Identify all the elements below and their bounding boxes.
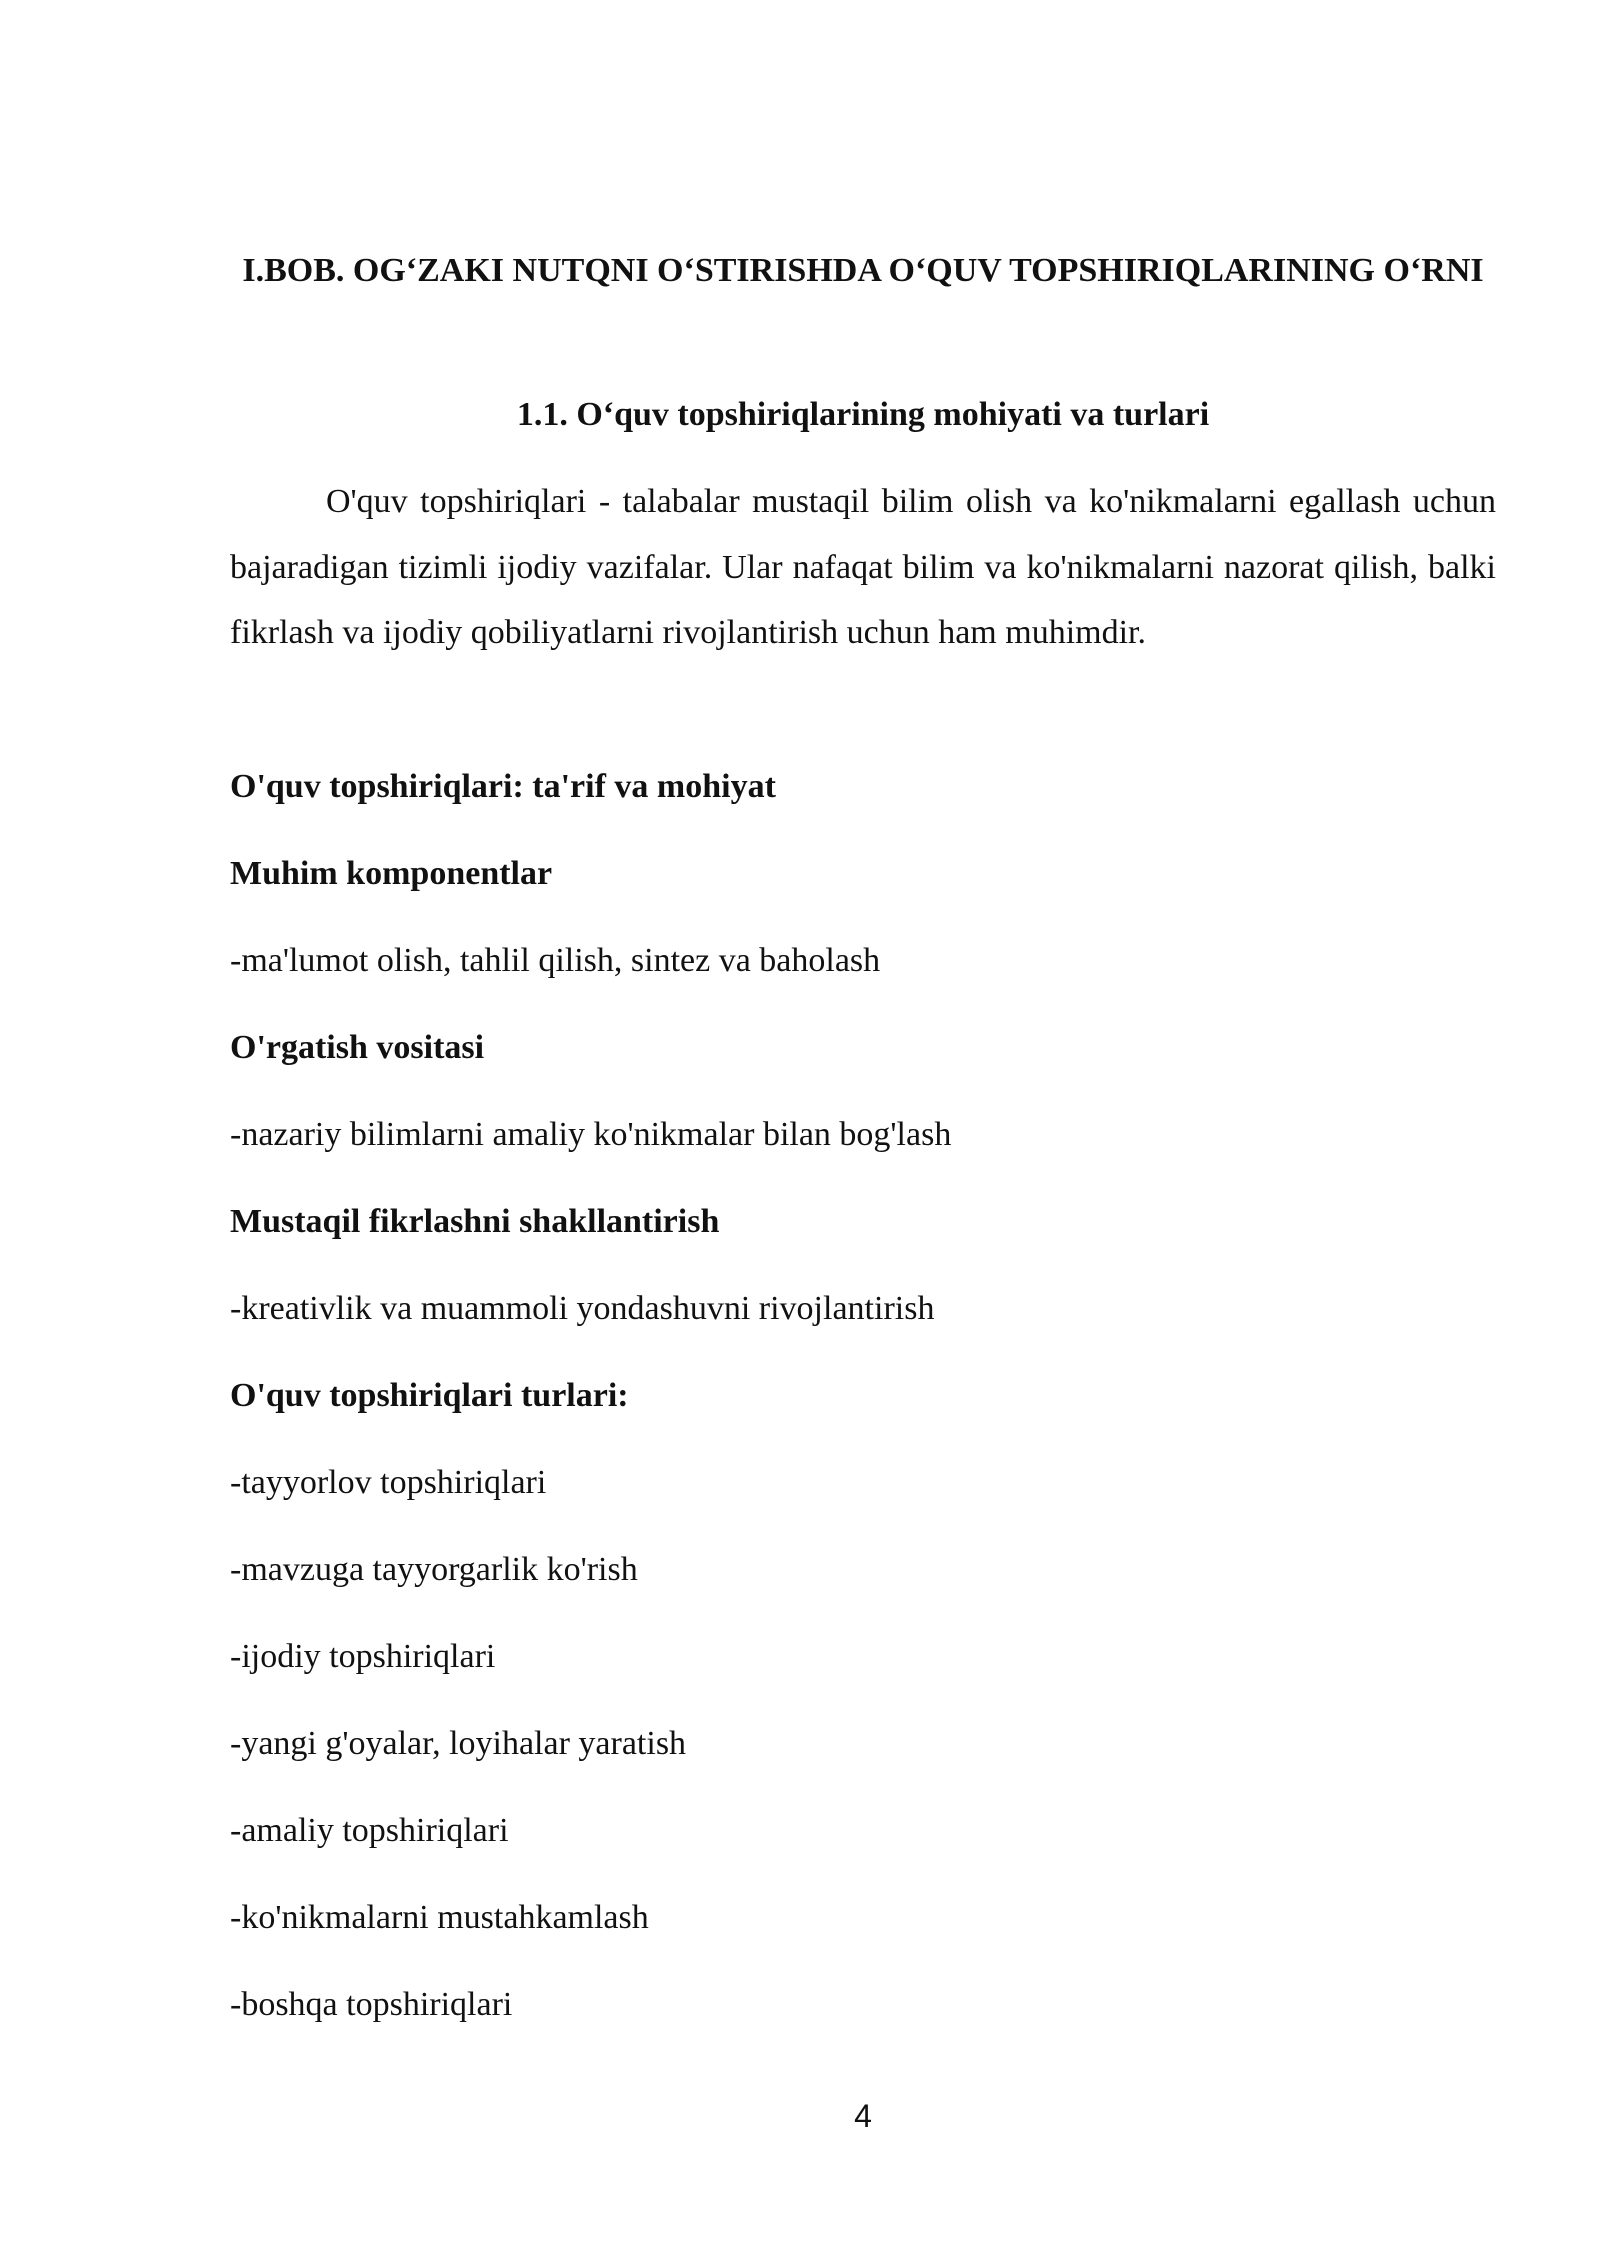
chapter-title: I.BOB. OG‘ZAKI NUTQNI O‘STIRISHDA O‘QUV TOPSHIRIQLARINING O‘RNI — [242, 252, 1484, 289]
content-line-7: -kreativlik va muammoli yondashuvni rivojlantirish — [230, 1290, 935, 1327]
content-line-6: Mustaqil fikrlashni shakllantirish — [230, 1203, 720, 1240]
content-line-12: -yangi g'oyalar, loyihalar yaratish — [230, 1725, 687, 1762]
content-line-4: O'rgatish vositasi — [230, 1029, 485, 1066]
section-title: 1.1. O‘quv topshiriqlarining mohiyati va turlari — [516, 396, 1210, 433]
document-page — [230, 0, 1496, 2262]
content-line-8: O'quv topshiriqlari turlari: — [230, 1377, 629, 1414]
content-lines — [230, 752, 1496, 2057]
content-line-10: -mavzuga tayyorgarlik ko'rish — [230, 1551, 638, 1588]
content-line-9: -tayyorlov topshiriqlari — [230, 1464, 547, 1501]
content-line-1: O'quv topshiriqlari: ta'rif va mohiyat — [230, 768, 776, 805]
content-line-11: -ijodiy topshiriqlari — [230, 1638, 496, 1675]
content-line-2: Muhim komponentlar — [230, 855, 553, 892]
content-line-14: -ko'nikmalarni mustahkamlash — [230, 1899, 649, 1936]
content-line-15: -boshqa topshiriqlari — [230, 1986, 513, 2023]
content-line-5: -nazariy bilimlarni amaliy ko'nikmalar bilan bog'lash — [230, 1116, 952, 1153]
page-number: 4 — [854, 2098, 872, 2134]
intro-paragraph: O'quv topshiriqlari - talabalar mustaqil bilim olish va ko'nikmalarni egallash uchun bajaradigan tizimli ijodiy vazifalar. Ular nafaqat bilim va ko'nikmalarni nazorat qilish, balki fikrlash va ijodiy qobiliyatlarni rivojlantirish uchun ham muhimdir. — [230, 483, 1496, 651]
content-line-13: -amaliy topshiriqlari — [230, 1812, 509, 1849]
content-line-3: -ma'lumot olish, tahlil qilish, sintez va baholash — [230, 942, 881, 979]
